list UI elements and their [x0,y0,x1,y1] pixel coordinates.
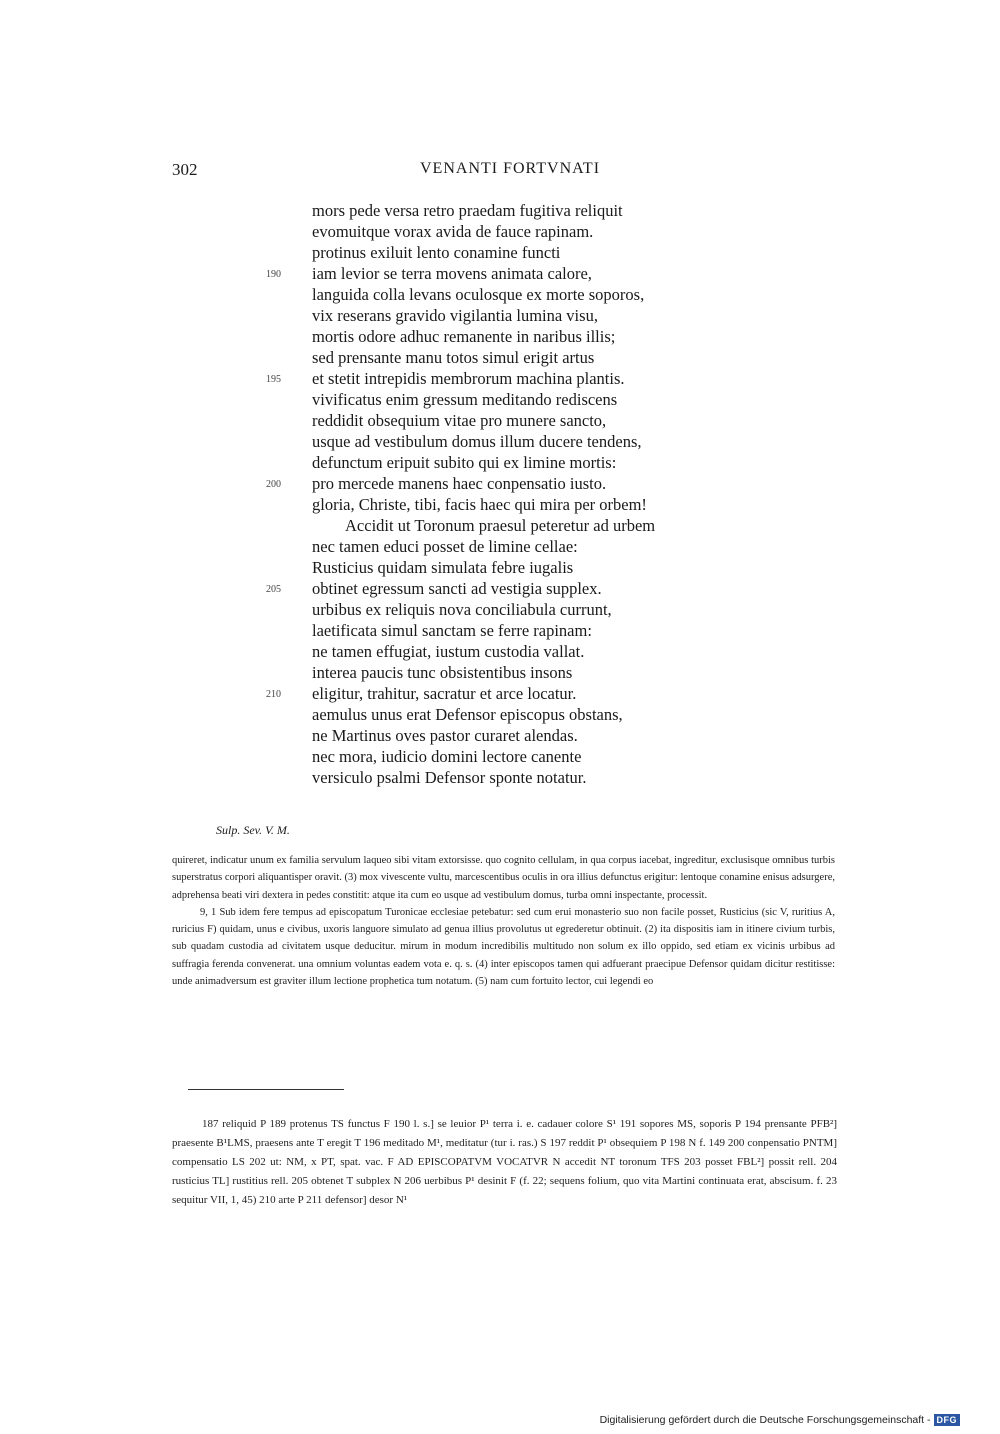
commentary-paragraph: 9, 1 Sub idem fere tempus ad episcopatum Turonicae ecclesiae petebatur: sed cum erui monasterio suo non facile posset, Rusticius (sic V, ruritius A, ruricius F) quidam, unus e civibus, uxoris languore simulato ad genua illius provolutus ut egrederetur obtinuit. (2) ita dispositis iam in itinere civium turbis, sub quadam custodia ad civitatem usque deducitur. mirum in modum incredibilis multitudo non solum ex illo oppido, sed etiam ex vicinis urbibus ad suffragia ferenda convenerat. una omnium voluntas eadem vota e. q. s. (4) inter episcopos tamen qui adfuerant praecipue Defensor quidam dicitur restitisse: unde animadversum est graviter illum lectione prophetica tum notatum. (5) nam cum fortuito lector, cui legendi eo [172,906,835,988]
verse-line [312,452,772,473]
verse-text: languida colla levans oculosque ex morte soporos, [312,285,645,304]
verse-text: urbibus ex reliquis nova conciliabula currunt, [312,600,612,619]
verse-text: Rusticius quidam simulata febre iugalis [312,558,574,577]
line-number: 210 [266,689,281,700]
verse-line [312,557,772,578]
verse-text: reddidit obsequium vitae pro munere sancto, [312,411,607,430]
verse-line [312,389,772,410]
verse-text: aemulus unus erat Defensor episcopus obstans, [312,705,623,724]
verse-text: vivificatus enim gressum meditando rediscens [312,390,618,409]
verse-line [312,221,772,242]
verse-line [266,368,772,389]
verse-text: laetificata simul sanctam se ferre rapinam: [312,621,592,640]
line-number: 195 [266,374,281,385]
verse-text: eligitur, trahitur, sacratur et arce locatur. [312,684,577,703]
verse-line [312,662,772,683]
verse-line [312,305,772,326]
verse-line [312,536,772,557]
dfg-logo: DFG [934,1414,961,1426]
footnote-rule [188,1089,344,1090]
verse-text: nec tamen educi posset de limine cellae: [312,537,578,556]
verse-line [312,284,772,305]
verse-line [312,599,772,620]
running-title: VENANTI FORTVNATI [420,160,601,177]
verse-line [312,242,772,263]
source-label: Sulp. Sev. V. M. [216,823,290,837]
verse-text: protinus exiluit lento conamine functi [312,243,561,262]
verse-line [312,410,772,431]
verse-text: interea paucis tunc obsistentibus insons [312,663,573,682]
verse-block [266,200,772,788]
line-number: 190 [266,269,281,280]
verse-line [312,704,772,725]
apparatus-text: 187 reliquid P 189 protenus TS functus F 190 l. s.] se leuior P¹ terra i. e. cadauer colore S¹ 191 sopores MS, soporis P 194 prensante PFB²] praesente B¹LMS, praesens ante T eregit T 196 meditado M¹, meditatur (tur i. ras.) S 197 reddit P¹ obsequiem P 198 N f. 149 200 conpensatio PNTM] compensatio LS 202 ut: NM, x PT, spat. vac. F AD EPISCOPATVM VOCATVR N accedit NT toronum TFS 203 posset FBL²] possit rell. 204 rusticius TL] rustitius rell. 205 obtenet T subplex N 206 uerbibus P¹ desinit F (f. 22; sequens folium, quo vita Martini continuata erat, abscisum. f. 23 sequitur VII, 1, 45) 210 arte P 211 defensor] desor N¹ [172,1118,837,1206]
verse-text: usque ad vestibulum domus illum ducere tendens, [312,432,642,451]
verse-line [312,515,772,536]
verse-line [312,494,772,515]
verse-text: nec mora, iudicio domini lectore canente [312,747,582,766]
verse-line [266,683,772,704]
verse-line [266,263,772,284]
commentary-block [172,852,835,990]
verse-text: mors pede versa retro praedam fugitiva reliquit [312,201,623,220]
verse-line [312,200,772,221]
verse-text: ne Martinus oves pastor curaret alendas. [312,726,578,745]
verse-line [312,725,772,746]
verse-text: ne tamen effugiat, iustum custodia vallat. [312,642,585,661]
commentary-paragraph: quireret, indicatur unum ex familia servulum laqueo sibi vitam extorsisse. quo cognito cellulam, in qua corpus iacebat, ingreditur, exclusisque omnibus turbis superstratus corpori aliquantisper oravit. (3) mox vivescente vultu, marcescentibus oculis in ora illius defunctus erigitur: lentoque conamine enisus adsurgere, adprehensa beati viri dextera in pedes constitit: atque ita cum eo usque ad vestibulum domus, turba omni inspectante, processit. [172,855,835,901]
verse-text: iam levior se terra movens animata calore, [312,264,592,283]
verse-text: obtinet egressum sancti ad vestigia supplex. [312,579,602,598]
verse-line [312,347,772,368]
verse-text: vix reserans gravido vigilantia lumina visu, [312,306,598,325]
critical-apparatus [172,1115,837,1210]
verse-line [312,767,772,788]
verse-text: evomuitque vorax avida de fauce rapinam. [312,222,594,241]
line-number: 200 [266,479,281,490]
footer-text: Digitalisierung gefördert durch die Deutsche Forschungsgemeinschaft - [599,1414,931,1426]
digitization-footer [600,1414,960,1426]
verse-text: Accidit ut Toronum praesul peteretur ad urbem [345,516,656,535]
verse-line [312,620,772,641]
verse-line [266,473,772,494]
verse-line [312,746,772,767]
verse-text: et stetit intrepidis membrorum machina plantis. [312,369,625,388]
page-number: 302 [172,160,198,179]
verse-text: sed prensante manu totos simul erigit artus [312,348,595,367]
verse-text: mortis odore adhuc remanente in naribus illis; [312,327,616,346]
verse-text: pro mercede manens haec conpensatio iusto. [312,474,607,493]
verse-text: defunctum eripuit subito qui ex limine mortis: [312,453,617,472]
verse-text: versiculo psalmi Defensor sponte notatur. [312,768,587,787]
verse-line [312,431,772,452]
verse-line [312,326,772,347]
line-number: 205 [266,584,281,595]
verse-line [266,578,772,599]
verse-line [312,641,772,662]
verse-text: gloria, Christe, tibi, facis haec qui mira per orbem! [312,495,647,514]
